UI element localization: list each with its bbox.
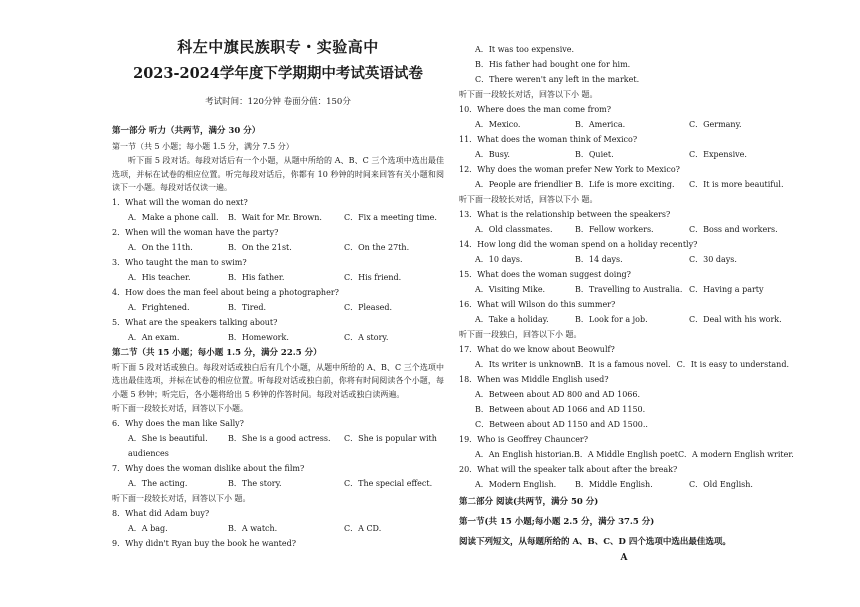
option-b: B．A watch.: [228, 524, 278, 533]
left-column: [112, 123, 444, 551]
question-options: [112, 300, 444, 315]
option-a: A．Visiting Mike.: [475, 285, 546, 294]
option-c: C．A modern English writer.: [677, 450, 794, 459]
listening-prompt: 听下面一段较长对话，回答以下小 题。: [459, 195, 598, 204]
part1-sec2-instructions: 听下面 5 段对话或独白。每段对话或独白后有几个小题，从题中所给的 A、B、C 三个选项中选出最佳选项，并标在试卷的相应位置。听每段对话或独白前，你将有时间阅读各个小题，每小题 5 秒钟；听完后，各小题将给出 5 秒钟的作答时间。每段对话或独白读两遍。: [112, 362, 444, 399]
option-c: C．It is more beautiful.: [689, 180, 784, 189]
option-b: B．Middle English.: [575, 480, 653, 489]
option-c: C．Fix a meeting time.: [344, 212, 437, 222]
option-b: B．The story.: [228, 479, 282, 488]
part2-sec1-title: 第一节(共 15 小题;每小题 2.5 分，满分 37.5 分): [459, 517, 655, 527]
option-a: A．She is beautiful.: [128, 434, 208, 443]
question-options: [112, 431, 444, 446]
option-c: C．She is popular with: [344, 434, 437, 443]
option-a: A．A bag.: [128, 524, 168, 533]
option-b: B．A Middle English poet: [573, 450, 678, 459]
option-a: A．It was too expensive.: [475, 45, 575, 54]
option-c: C．Having a party: [689, 285, 764, 294]
option-c: C．The special effect.: [344, 479, 433, 488]
question-stem: 2．When will the woman have the party?: [112, 227, 279, 237]
option-b: B．Travelling to Australia.: [575, 285, 683, 294]
option-a: A．His teacher.: [128, 272, 191, 282]
question-options: [459, 177, 789, 192]
option-b: B．It is a famous novel.: [575, 360, 671, 369]
option-a: A．Old classmates.: [475, 225, 553, 234]
option-c: C．A story.: [344, 332, 389, 342]
question-options: [459, 222, 789, 237]
right-column: [459, 42, 794, 566]
question-options: [459, 117, 789, 132]
question-options: [112, 240, 444, 255]
question-stem: 10．Where does the man come from?: [459, 105, 612, 114]
question-options: [112, 330, 444, 345]
option-b: B．His father had bought one for him.: [475, 60, 631, 69]
option-a: A．People are friendlier: [475, 180, 573, 189]
school-title: 科左中旗民族职专・实验高中: [177, 38, 379, 56]
listening-prompt: 听下面一段较长对话，回答以下小 题。: [112, 494, 251, 503]
question-stem: 4．How does the man feel about being a photographer?: [112, 287, 339, 297]
option-b: B．America.: [575, 120, 626, 129]
question-stem: 5．What are the speakers talking about?: [112, 317, 278, 327]
option-b: B．Fellow workers.: [575, 225, 654, 234]
option-c: C．Expensive.: [689, 150, 747, 159]
listening-prompt: 听下面一段较长对话，回答以下小题。: [112, 404, 248, 413]
question-stem: 20．What will the speaker talk about after the break?: [459, 465, 678, 474]
option-a: A．10 days.: [475, 255, 523, 264]
option-c: C．Pleased.: [344, 302, 393, 312]
part1-sec1-instructions: 听下面 5 段对话。每段对话后有一个小题，从题中所给的 A、B、C 三个选项中选出最佳选项，并标在试卷的相应位置。听完每段对话后，你都有 10 秒钟的时间来回答有关小题和阅读下一小题。每段对话仅读一遍。: [112, 156, 444, 192]
part1-sec2-title: 第二节（共 15 小题；每小题 1.5 分，满分 22.5 分）: [112, 347, 322, 358]
question-stem: 7．Why does the woman dislike about the film?: [112, 464, 305, 473]
question-options: [459, 312, 789, 327]
option-b: B．She is a good actress.: [228, 434, 331, 443]
question-stem: 15．What does the woman suggest doing?: [459, 270, 631, 279]
question-options: [112, 270, 444, 285]
part2-instructions: 阅读下列短文，从每题所给的 A、B、C、D 四个选项中选出最佳选项。: [459, 537, 731, 547]
option-c: C．Deal with his work.: [689, 315, 782, 324]
exam-title: 2023-2024学年度下学期期中考试英语试卷: [133, 65, 423, 82]
listening-prompt: 听下面一段较长对话，回答以下小 题。: [459, 90, 598, 99]
listening-prompt: 听下面一段独白，回答以下小 题。: [459, 330, 582, 339]
option-a: A．Take a holiday.: [475, 315, 549, 324]
part2-title: 第二部分 阅读(共两节，满分 50 分): [459, 497, 599, 507]
option-b: B．Homework.: [228, 332, 289, 342]
question-options: [459, 147, 789, 162]
passage-label: A: [620, 553, 628, 563]
option-a: A．An English historian.: [475, 450, 574, 459]
option-a: A．Between about AD 800 and AD 1066.: [475, 390, 641, 399]
option-c-continued: audiences: [128, 449, 169, 458]
question-stem: 19．Who is Geoffrey Chauncer?: [459, 435, 589, 444]
option-c: C．His friend.: [344, 272, 402, 282]
option-a: A．The acting.: [128, 479, 188, 488]
question-options: [459, 477, 789, 492]
question-stem: 11．What does the woman think of Mexico?: [459, 135, 638, 144]
question-options: [459, 357, 789, 372]
option-a: A．Busy.: [475, 150, 510, 159]
question-stem: 8．What did Adam buy?: [112, 509, 210, 518]
question-stem: 16．What will Wilson do this summer?: [459, 300, 616, 309]
option-c: C．Old English.: [689, 480, 753, 489]
option-a: A．On the 11th.: [128, 242, 193, 252]
option-a: A．An exam.: [128, 332, 180, 342]
option-b: B．Life is more exciting.: [575, 180, 675, 189]
question-stem: 9．Why didn't Ryan buy the book he wanted?: [112, 539, 296, 548]
option-c: C．Between about AD 1150 and AD 1500..: [475, 420, 648, 429]
option-c: C．A CD.: [344, 524, 382, 533]
question-stem: 14．How long did the woman spend on a holiday recently?: [459, 240, 698, 249]
option-c: C．30 days.: [689, 255, 737, 264]
option-b: B．Quiet.: [575, 150, 614, 159]
option-b: B．Tired.: [228, 302, 266, 312]
option-c: C．There weren't any left in the market.: [475, 75, 640, 84]
option-a: A．Frightened.: [128, 302, 190, 312]
option-b: B．14 days.: [575, 255, 623, 264]
option-b: B．Between about AD 1066 and AD 1150.: [475, 405, 646, 414]
question-stem: 12．Why does the woman prefer New York to Mexico?: [459, 165, 680, 174]
exam-info: 考试时间：120分钟 卷面分值：150分: [205, 97, 351, 107]
option-c: C．On the 27th.: [344, 242, 410, 252]
option-a: A．Mexico.: [475, 120, 521, 129]
option-a: A．Its writer is unknown.: [475, 360, 579, 369]
option-c: C．It is easy to understand.: [676, 360, 789, 369]
option-b: B．His father.: [228, 272, 285, 282]
question-options: [459, 252, 789, 267]
option-c: C．Boss and workers.: [689, 225, 778, 234]
question-stem: 13．What is the relationship between the speakers?: [459, 210, 671, 219]
question-stem: 18．When was Middle English used?: [459, 375, 609, 384]
option-a: A．Make a phone call.: [128, 212, 219, 222]
question-stem: 3．Who taught the man to swim?: [112, 257, 247, 267]
question-options: [112, 210, 444, 225]
part1-title: 第一部分 听力（共两节，满分 30 分）: [112, 126, 261, 136]
option-c: C．Germany.: [689, 120, 742, 129]
option-b: B．On the 21st.: [228, 242, 292, 252]
question-stem: 6．Why does the man like Sally?: [112, 419, 244, 428]
option-b: B．Look for a job.: [575, 315, 648, 324]
question-options: [112, 521, 444, 536]
question-options: [459, 447, 794, 462]
question-options: [459, 282, 789, 297]
part1-sec1-title: 第一节（共 5 小题；每小题 1.5 分，满分 7.5 分）: [112, 142, 294, 151]
question-stem: 17．What do we know about Beowulf?: [459, 345, 615, 354]
question-options: [112, 476, 444, 491]
question-stem: 1．What will the woman do next?: [112, 197, 248, 207]
option-a: A．Modern English.: [475, 480, 557, 489]
option-b: B．Wait for Mr. Brown.: [228, 212, 322, 222]
